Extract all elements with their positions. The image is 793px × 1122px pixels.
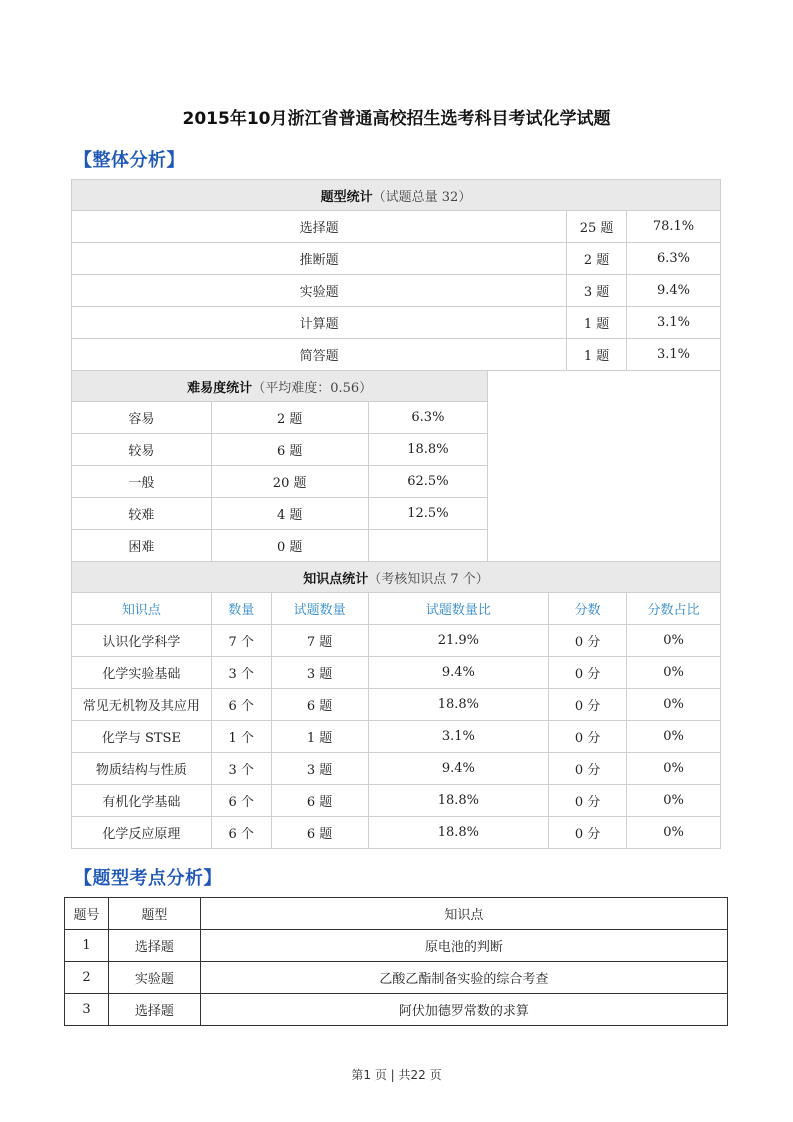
- knowledge-note: （考核知识点 7 个）: [368, 571, 489, 587]
- type-stats-label: 题型统计: [320, 189, 373, 205]
- table-row: [72, 243, 721, 275]
- column-header: 数量: [211, 593, 271, 625]
- difficulty-level: 困难: [72, 530, 212, 562]
- column-header: 试题数量比: [368, 593, 549, 625]
- question-number: 2: [65, 962, 109, 994]
- question-type: 选择题: [108, 930, 200, 962]
- type-count: 1 题: [567, 339, 627, 371]
- knowledge-count: 6 个: [211, 817, 271, 849]
- question-ratio: 9.4%: [368, 753, 549, 785]
- type-count: 1 题: [567, 307, 627, 339]
- knowledge-header: [72, 562, 721, 593]
- question-ratio: 18.8%: [368, 817, 549, 849]
- page-footer: 第1 页 | 共22 页: [351, 1068, 442, 1082]
- question-number: 1: [65, 930, 109, 962]
- difficulty-count: 4 题: [211, 498, 368, 530]
- difficulty-note: （平均难度：0.56）: [252, 380, 373, 396]
- difficulty-label: 难易度统计: [187, 380, 253, 396]
- type-pct: 3.1%: [627, 339, 721, 371]
- question-number: 3: [65, 994, 109, 1026]
- knowledge-name: 常见无机物及其应用: [72, 689, 212, 721]
- table-row: [72, 689, 721, 721]
- type-stats-note: （试题总量 32）: [372, 189, 472, 205]
- difficulty-pct: [368, 530, 488, 562]
- difficulty-count: 6 题: [211, 434, 368, 466]
- knowledge-count: 1 个: [211, 721, 271, 753]
- column-header: 分数占比: [627, 593, 721, 625]
- table-row: [65, 930, 728, 962]
- knowledge-name: 物质结构与性质: [72, 753, 212, 785]
- table-row: [72, 339, 721, 371]
- table-row: [72, 785, 721, 817]
- table-header-row: [65, 898, 728, 930]
- question-topic: 乙酸乙酯制备实验的综合考查: [200, 962, 727, 994]
- type-pct: 9.4%: [627, 275, 721, 307]
- difficulty-level: 较难: [72, 498, 212, 530]
- table-row: [72, 307, 721, 339]
- type-name: 计算题: [72, 307, 567, 339]
- knowledge-name: 化学反应原理: [72, 817, 212, 849]
- column-header: 题号: [65, 898, 109, 930]
- difficulty-pct: 6.3%: [368, 402, 488, 434]
- question-count: 6 题: [271, 689, 368, 721]
- type-pct: 78.1%: [627, 211, 721, 243]
- score-ratio: 0%: [627, 721, 721, 753]
- knowledge-name: 化学与 STSE: [72, 721, 212, 753]
- score-ratio: 0%: [627, 625, 721, 657]
- difficulty-count: 20 题: [211, 466, 368, 498]
- question-analysis-table: [64, 897, 728, 1026]
- knowledge-count: 7 个: [211, 625, 271, 657]
- score: 0 分: [549, 625, 627, 657]
- column-header: 知识点: [200, 898, 727, 930]
- table-row: [65, 994, 728, 1026]
- score: 0 分: [549, 689, 627, 721]
- difficulty-header: [72, 371, 721, 402]
- difficulty-count: 2 题: [211, 402, 368, 434]
- table-row: [72, 817, 721, 849]
- question-type: 选择题: [108, 994, 200, 1026]
- column-header: 题型: [108, 898, 200, 930]
- difficulty-level: 较易: [72, 434, 212, 466]
- table-row: [65, 962, 728, 994]
- column-header: 试题数量: [271, 593, 368, 625]
- score: 0 分: [549, 657, 627, 689]
- question-count: 7 题: [271, 625, 368, 657]
- question-ratio: 9.4%: [368, 657, 549, 689]
- score-ratio: 0%: [627, 689, 721, 721]
- score-ratio: 0%: [627, 657, 721, 689]
- table-row: [72, 657, 721, 689]
- question-count: 3 题: [271, 753, 368, 785]
- score: 0 分: [549, 817, 627, 849]
- difficulty-pct: 62.5%: [368, 466, 488, 498]
- question-count: 3 题: [271, 657, 368, 689]
- type-name: 简答题: [72, 339, 567, 371]
- overall-analysis-heading: 【整体分析】: [74, 150, 185, 171]
- knowledge-count: 3 个: [211, 753, 271, 785]
- difficulty-count: 0 题: [211, 530, 368, 562]
- type-analysis-heading: 【题型考点分析】: [74, 868, 222, 889]
- score-ratio: 0%: [627, 785, 721, 817]
- type-count: 25 题: [567, 211, 627, 243]
- difficulty-level: 容易: [72, 402, 212, 434]
- question-count: 1 题: [271, 721, 368, 753]
- table-row: [72, 275, 721, 307]
- score-ratio: 0%: [627, 753, 721, 785]
- type-name: 选择题: [72, 211, 567, 243]
- type-count: 3 题: [567, 275, 627, 307]
- table-row: [72, 625, 721, 657]
- question-ratio: 3.1%: [368, 721, 549, 753]
- knowledge-columns-row: [72, 593, 721, 625]
- document-title: 2015年10月浙江省普通高校招生选考科目考试化学试题: [182, 109, 611, 129]
- type-pct: 6.3%: [627, 243, 721, 275]
- score: 0 分: [549, 721, 627, 753]
- knowledge-count: 6 个: [211, 785, 271, 817]
- question-topic: 阿伏加德罗常数的求算: [200, 994, 727, 1026]
- score: 0 分: [549, 753, 627, 785]
- question-ratio: 18.8%: [368, 689, 549, 721]
- overall-stats-table: [71, 179, 721, 849]
- knowledge-label: 知识点统计: [303, 571, 369, 587]
- type-pct: 3.1%: [627, 307, 721, 339]
- question-topic: 原电池的判断: [200, 930, 727, 962]
- type-stats-header: [72, 180, 721, 211]
- question-ratio: 18.8%: [368, 785, 549, 817]
- column-header: 知识点: [72, 593, 212, 625]
- question-count: 6 题: [271, 817, 368, 849]
- column-header: 分数: [549, 593, 627, 625]
- difficulty-level: 一般: [72, 466, 212, 498]
- score: 0 分: [549, 785, 627, 817]
- knowledge-count: 3 个: [211, 657, 271, 689]
- table-row: [72, 753, 721, 785]
- blank-cell: [488, 371, 721, 562]
- knowledge-name: 有机化学基础: [72, 785, 212, 817]
- score-ratio: 0%: [627, 817, 721, 849]
- knowledge-name: 化学实验基础: [72, 657, 212, 689]
- question-type: 实验题: [108, 962, 200, 994]
- knowledge-name: 认识化学科学: [72, 625, 212, 657]
- table-row: [72, 211, 721, 243]
- difficulty-pct: 18.8%: [368, 434, 488, 466]
- question-ratio: 21.9%: [368, 625, 549, 657]
- type-name: 实验题: [72, 275, 567, 307]
- type-count: 2 题: [567, 243, 627, 275]
- question-count: 6 题: [271, 785, 368, 817]
- table-row: [72, 721, 721, 753]
- type-name: 推断题: [72, 243, 567, 275]
- difficulty-pct: 12.5%: [368, 498, 488, 530]
- knowledge-count: 6 个: [211, 689, 271, 721]
